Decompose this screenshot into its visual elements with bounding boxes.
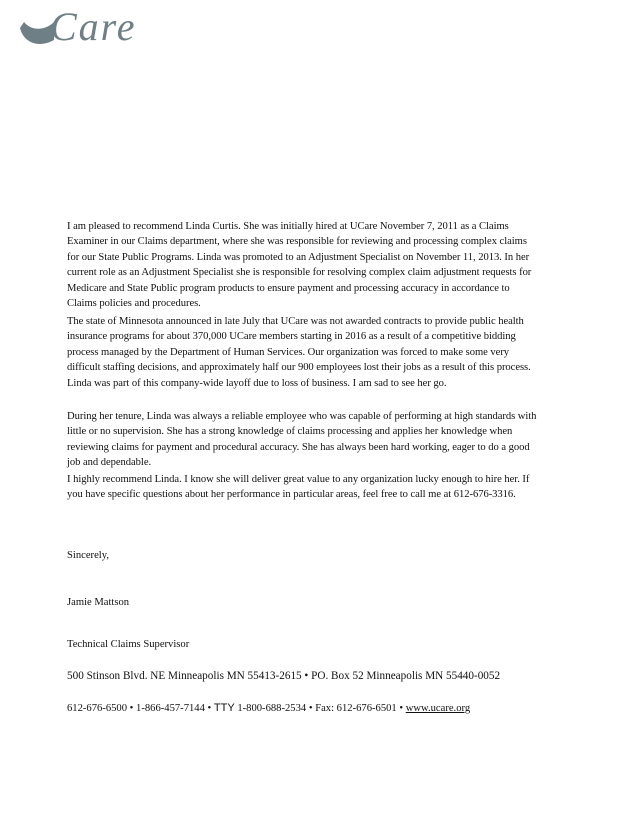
footer-address: 500 Stinson Blvd. NE Minneapolis MN 55413-2615 • PO. Box 52 Minneapolis MN 55440-0052 [67,670,501,682]
letter-paragraph-recommendation: I highly recommend Linda. I know she will deliver great value to any organization lucky enough to hire her. If you have specific questions about her performance in particular areas, feel free to call me at 612-676-3316. [67,474,530,501]
footer-phones: 612-676-6500 • 1-866-457-7144 • [67,703,212,714]
footer-tty-fax: 1-800-688-2534 • Fax: 612-676-6501 • [237,703,404,714]
footer-contact [67,701,470,716]
letter-paragraph-tenure: During her tenure, Linda was always a reliable employee who was capable of performing at high standards with little or no supervision. She has a strong knowledge of claims processing and applies her knowledge when reviewing claims for payment and procedural accuracy. She has always been hard working, eager to do a good job and dependable. [67,411,537,469]
signer-name: Jamie Mattson [67,597,130,608]
ucare-logo-mark [10,0,180,52]
letter-closing: Sincerely, [67,550,109,561]
svg-text:Care: Care [50,4,137,49]
footer-tty-label: TTY [213,702,235,714]
letter-paragraph-intro: I am pleased to recommend Linda Curtis. She was initially hired at UCare November 7, 2011 as a Claims Examiner in our Claims department, where she was responsible for reviewing and processing complex claims for our State Public Programs. Linda was promoted to an Adjustment Specialist on November 11, 2013. In her current role as an Adjustment Specialist she is responsible for resolving complex claim adjustment requests for Medicare and State Public program products to ensure payment and processing accuracy in accordance to Claims policies and procedures. [67,221,532,310]
ucare-logo [10,0,180,52]
letter-paragraph-layoff: The state of Minnesota announced in late July that UCare was not awarded contracts to provide public health insurance programs for about 370,000 UCare members starting in 2016 as a result of a competitive bidding process managed by the Department of Human Services. Our organization was forced to make some very difficult staffing decisions, and approximately half our 900 employees lost their jobs as a result of this process. Linda was part of this company-wide layoff due to loss of business. I am sad to see her go. [67,316,531,389]
signer-title: Technical Claims Supervisor [67,639,190,650]
footer-website-link[interactable]: www.ucare.org [405,703,471,714]
